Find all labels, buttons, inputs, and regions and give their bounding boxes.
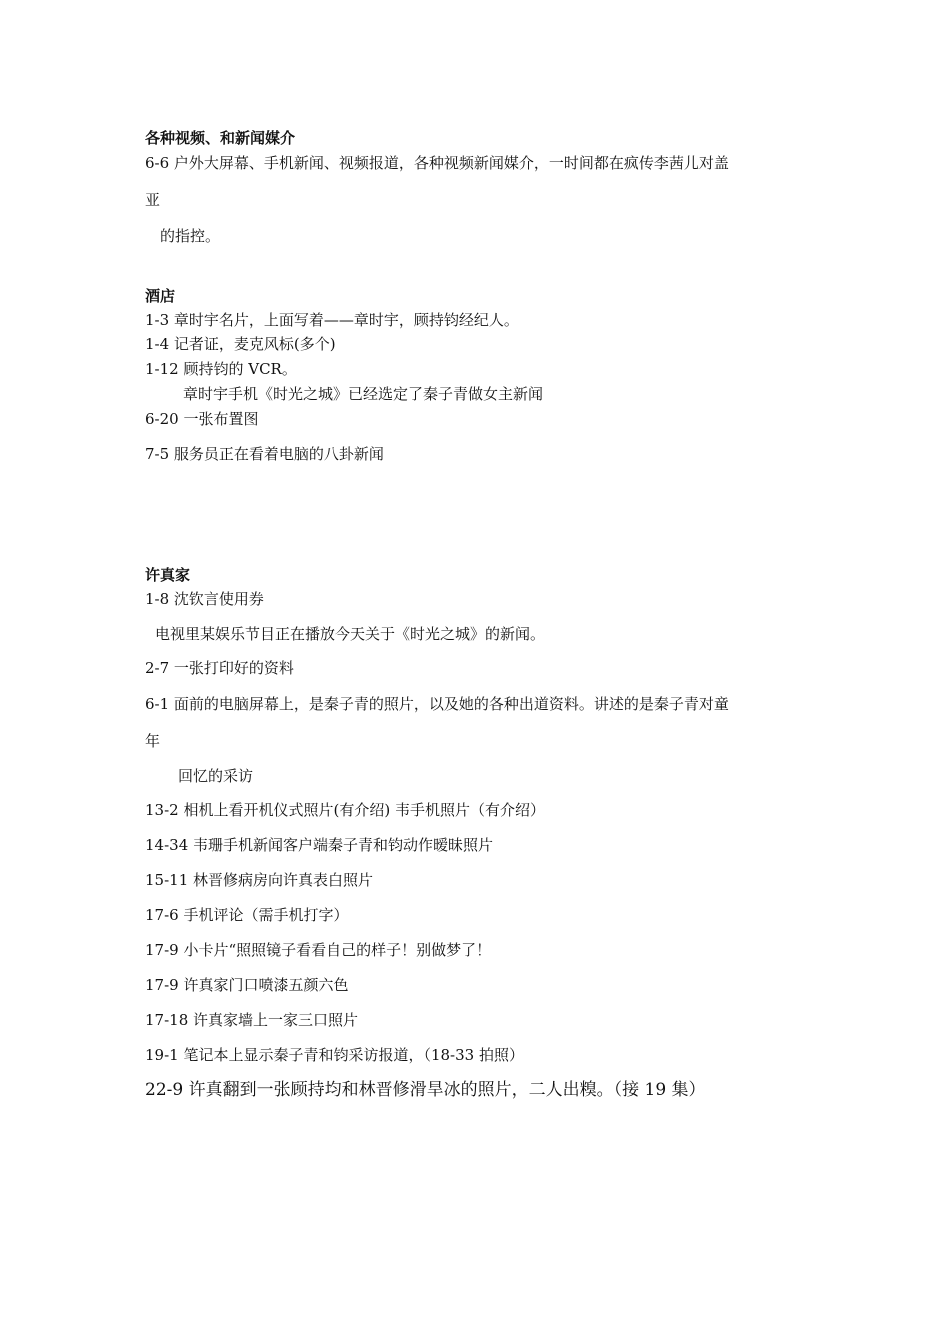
xuzhen-item: 17-9 小卡片“照照镜子看看自己的样子！别做梦了！ <box>145 941 492 959</box>
xuzhen-item: 22-9 许真翻到一张顾持均和林晋修滑旱冰的照片，二人出糗。（接 19 集） <box>145 1080 706 1100</box>
hotel-item: 6-20 一张布置图 <box>145 410 259 428</box>
media-line: 6-6 户外大屏幕、手机新闻、视频报道，各种视频新闻媒介，一时间都在疯传李茜儿对盖 <box>145 154 729 172</box>
section-heading-hotel: 酒店 <box>145 287 176 305</box>
xuzhen-item: 6-1 面前的电脑屏幕上，是秦子青的照片，以及她的各种出道资料。讲述的是秦子青对童 <box>145 695 729 713</box>
xuzhen-item: 17-6 手机评论（需手机打字） <box>145 906 349 924</box>
xuzhen-item: 15-11 林晋修病房向许真表白照片 <box>145 871 374 889</box>
xuzhen-item: 13-2 相机上看开机仪式照片(有介绍) 韦手机照片（有介绍） <box>145 801 545 819</box>
xuzhen-item: 1-8 沈钦言使用券 <box>145 590 264 608</box>
xuzhen-item: 14-34 韦珊手机新闻客户端秦子青和钧动作暧昧照片 <box>145 836 494 854</box>
xuzhen-item: 17-18 许真家墙上一家三口照片 <box>145 1011 359 1029</box>
xuzhen-item: 回忆的采访 <box>178 767 254 785</box>
media-line-continuation: 的指控。 <box>160 227 221 245</box>
xuzhen-item: 19-1 笔记本上显示秦子青和钧采访报道，（18-33 拍照） <box>145 1046 524 1064</box>
section-heading-media: 各种视频、和新闻媒介 <box>145 129 296 147</box>
xuzhen-item: 年 <box>145 732 161 750</box>
xuzhen-item: 17-9 许真家门口喷漆五颜六色 <box>145 976 349 994</box>
hotel-item: 1-12 顾持钧的 VCR。 <box>145 360 297 378</box>
hotel-item: 1-3 章时宇名片，上面写着——章时宇，顾持钧经纪人。 <box>145 311 519 329</box>
hotel-item: 1-4 记者证，麦克风标(多个) <box>145 335 336 353</box>
section-heading-xuzhen: 许真家 <box>145 566 191 584</box>
hotel-item: 7-5 服务员正在看着电脑的八卦新闻 <box>145 445 384 463</box>
hotel-item: 章时宇手机《时光之城》已经选定了秦子青做女主新闻 <box>183 385 544 403</box>
media-line-wrap: 亚 <box>145 191 161 209</box>
xuzhen-item: 2-7 一张打印好的资料 <box>145 659 294 677</box>
xuzhen-item: 电视里某娱乐节目正在播放今天关于《时光之城》的新闻。 <box>155 625 546 643</box>
